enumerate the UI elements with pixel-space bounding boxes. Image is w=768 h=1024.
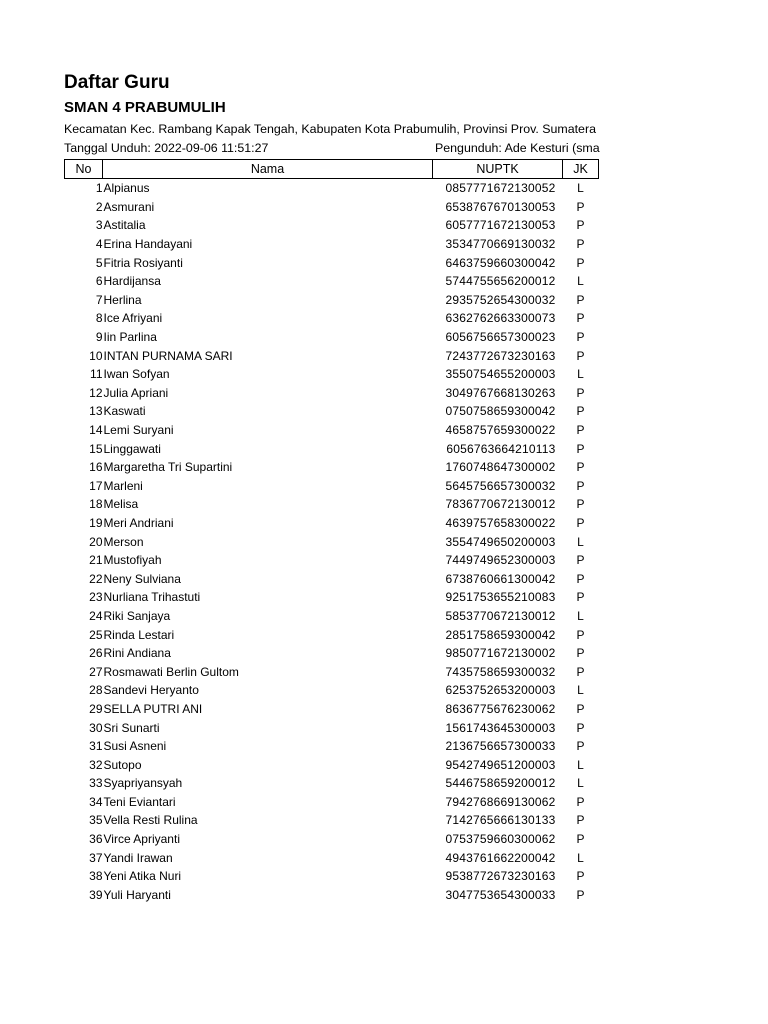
downloader: Pengunduh: Ade Kesturi (sma bbox=[435, 141, 600, 155]
row-number: 10 bbox=[89, 348, 103, 363]
row-number: 29 bbox=[89, 701, 103, 716]
teacher-name: Fitria Rosiyanti bbox=[103, 255, 183, 270]
row-number: 20 bbox=[89, 534, 103, 549]
teacher-gender: L bbox=[577, 608, 584, 623]
teacher-gender: P bbox=[576, 423, 585, 438]
table-row bbox=[65, 384, 599, 403]
teacher-name: Yuli Haryanti bbox=[103, 887, 171, 902]
teacher-name: Asmurani bbox=[103, 199, 155, 214]
teacher-gender: L bbox=[577, 534, 584, 549]
teacher-gender: P bbox=[576, 497, 585, 512]
teacher-name: INTAN PURNAMA SARI bbox=[103, 348, 233, 363]
table-row bbox=[65, 588, 599, 607]
teacher-nuptk: 9542749651200003 bbox=[445, 757, 556, 772]
teacher-gender: P bbox=[576, 385, 585, 400]
table-row bbox=[65, 421, 599, 440]
teacher-name: Ice Afriyani bbox=[103, 311, 163, 326]
teacher-gender: P bbox=[576, 404, 585, 419]
row-number: 9 bbox=[95, 330, 103, 345]
table-row bbox=[65, 198, 599, 217]
teacher-nuptk: 7142765666130133 bbox=[445, 813, 556, 828]
table-row bbox=[65, 607, 599, 626]
teacher-nuptk: 5446758659200012 bbox=[445, 776, 556, 791]
table-row bbox=[65, 402, 599, 421]
teacher-name: Herlina bbox=[103, 292, 142, 307]
teacher-table bbox=[64, 159, 599, 904]
row-number: 11 bbox=[90, 367, 103, 382]
table-row bbox=[65, 774, 599, 793]
table-row bbox=[65, 737, 599, 756]
teacher-name: Mustofiyah bbox=[103, 553, 162, 568]
teacher-name: Meri Andriani bbox=[103, 515, 174, 530]
teacher-gender: P bbox=[576, 739, 585, 754]
row-number: 16 bbox=[89, 460, 103, 475]
row-number: 36 bbox=[89, 832, 103, 847]
teacher-name: Erina Handayani bbox=[103, 237, 193, 252]
teacher-name: Virce Apriyanti bbox=[103, 832, 180, 847]
row-number: 31 bbox=[89, 739, 103, 754]
table-row bbox=[65, 495, 599, 514]
header-nuptk: NUPTK bbox=[433, 160, 563, 179]
teacher-name: Syapriyansyah bbox=[103, 776, 183, 791]
table-row bbox=[65, 625, 599, 644]
teacher-gender: P bbox=[576, 664, 585, 679]
row-number: 13 bbox=[89, 404, 103, 419]
teacher-gender: P bbox=[576, 311, 585, 326]
teacher-gender: L bbox=[577, 776, 584, 791]
teacher-gender: P bbox=[576, 460, 585, 475]
row-number: 7 bbox=[95, 292, 103, 307]
teacher-nuptk: 6463759660300042 bbox=[445, 255, 556, 270]
table-row bbox=[65, 458, 599, 477]
row-number: 2 bbox=[95, 199, 103, 214]
teacher-nuptk: 5853770672130012 bbox=[445, 608, 556, 623]
row-number: 15 bbox=[89, 441, 103, 456]
document-title: Daftar Guru bbox=[64, 72, 170, 93]
teacher-nuptk: 4658757659300022 bbox=[445, 423, 556, 438]
teacher-name: Susi Asneni bbox=[103, 739, 167, 754]
teacher-name: Sandevi Heryanto bbox=[103, 683, 199, 698]
teacher-nuptk: 2136756657300033 bbox=[445, 739, 556, 754]
teacher-name: Margaretha Tri Supartini bbox=[103, 460, 233, 475]
teacher-gender: P bbox=[576, 887, 585, 902]
teacher-nuptk: 0753759660300062 bbox=[445, 832, 556, 847]
table-row bbox=[65, 477, 599, 496]
table-row bbox=[65, 328, 599, 347]
teacher-name: Kaswati bbox=[103, 404, 146, 419]
table-row bbox=[65, 179, 599, 198]
teacher-nuptk: 6538767670130053 bbox=[445, 199, 556, 214]
table-row bbox=[65, 346, 599, 365]
teacher-name: Linggawati bbox=[103, 441, 161, 456]
table-row bbox=[65, 644, 599, 663]
teacher-gender: L bbox=[577, 757, 584, 772]
teacher-name: SELLA PUTRI ANI bbox=[103, 701, 203, 716]
row-number: 24 bbox=[89, 608, 103, 623]
teacher-gender: L bbox=[577, 367, 584, 382]
table-row bbox=[65, 662, 599, 681]
table-row bbox=[65, 272, 599, 291]
teacher-nuptk: 7836770672130012 bbox=[445, 497, 556, 512]
row-number: 38 bbox=[89, 869, 103, 884]
teacher-nuptk: 6057771672130053 bbox=[445, 218, 556, 233]
teacher-gender: P bbox=[576, 199, 585, 214]
row-number: 28 bbox=[89, 683, 103, 698]
row-number: 25 bbox=[89, 627, 103, 642]
row-number: 34 bbox=[89, 794, 103, 809]
table-row bbox=[65, 718, 599, 737]
teacher-gender: P bbox=[576, 255, 585, 270]
row-number: 30 bbox=[89, 720, 103, 735]
row-number: 12 bbox=[89, 385, 103, 400]
row-number: 27 bbox=[89, 664, 103, 679]
table-row bbox=[65, 811, 599, 830]
header-jk: JK bbox=[563, 160, 599, 179]
teacher-nuptk: 0750758659300042 bbox=[445, 404, 556, 419]
school-name: SMAN 4 PRABUMULIH bbox=[64, 99, 226, 116]
table-row bbox=[65, 532, 599, 551]
teacher-name: Rinda Lestari bbox=[103, 627, 175, 642]
teacher-gender: P bbox=[576, 794, 585, 809]
row-number: 23 bbox=[89, 590, 103, 605]
teacher-name: Yeni Atika Nuri bbox=[103, 869, 182, 884]
table-row bbox=[65, 235, 599, 254]
teacher-gender: P bbox=[576, 813, 585, 828]
table-row bbox=[65, 886, 599, 905]
teacher-gender: P bbox=[576, 627, 585, 642]
table-row bbox=[65, 291, 599, 310]
teacher-name: Sri Sunarti bbox=[103, 720, 160, 735]
teacher-gender: P bbox=[576, 720, 585, 735]
teacher-name: Rini Andiana bbox=[103, 646, 171, 661]
teacher-gender: P bbox=[576, 292, 585, 307]
teacher-name: Merson bbox=[103, 534, 144, 549]
teacher-nuptk: 7449749652300003 bbox=[445, 553, 556, 568]
teacher-gender: P bbox=[576, 832, 585, 847]
teacher-gender: P bbox=[576, 330, 585, 345]
teacher-nuptk: 9251753655210083 bbox=[445, 590, 556, 605]
table-row bbox=[65, 216, 599, 235]
teacher-gender: L bbox=[577, 850, 584, 865]
table-row bbox=[65, 830, 599, 849]
teacher-name: Riki Sanjaya bbox=[103, 608, 171, 623]
teacher-gender: P bbox=[576, 515, 585, 530]
row-number: 3 bbox=[95, 218, 103, 233]
teacher-name: Nurliana Trihastuti bbox=[103, 590, 201, 605]
teacher-nuptk: 4943761662200042 bbox=[445, 850, 556, 865]
row-number: 17 bbox=[89, 478, 103, 493]
teacher-name: Sutopo bbox=[103, 757, 142, 772]
row-number: 33 bbox=[89, 776, 103, 791]
teacher-name: Hardijansa bbox=[103, 274, 161, 289]
table-row bbox=[65, 681, 599, 700]
teacher-nuptk: 1760748647300002 bbox=[445, 460, 556, 475]
teacher-nuptk: 3047753654300033 bbox=[445, 887, 556, 902]
row-number: 18 bbox=[89, 497, 103, 512]
row-number: 37 bbox=[89, 850, 103, 865]
teacher-nuptk: 0857771672130052 bbox=[445, 181, 556, 196]
teacher-name: Marleni bbox=[103, 478, 143, 493]
table-row bbox=[65, 439, 599, 458]
row-number: 4 bbox=[95, 237, 103, 252]
teacher-nuptk: 8636775676230062 bbox=[445, 701, 556, 716]
teacher-gender: P bbox=[576, 646, 585, 661]
teacher-gender: P bbox=[576, 441, 585, 456]
teacher-name: Alpianus bbox=[103, 181, 150, 196]
teacher-nuptk: 3554749650200003 bbox=[445, 534, 556, 549]
teacher-nuptk: 1561743645300003 bbox=[445, 720, 556, 735]
teacher-nuptk: 3049767668130263 bbox=[445, 385, 556, 400]
table-row bbox=[65, 867, 599, 886]
teacher-nuptk: 2851758659300042 bbox=[445, 627, 556, 642]
location-line: Kecamatan Kec. Rambang Kapak Tengah, Kabupaten Kota Prabumulih, Provinsi Prov. Sumatera bbox=[64, 122, 596, 136]
header-nama: Nama bbox=[103, 160, 433, 179]
row-number: 8 bbox=[95, 311, 103, 326]
teacher-gender: P bbox=[576, 590, 585, 605]
teacher-gender: L bbox=[577, 683, 584, 698]
table-row bbox=[65, 365, 599, 384]
table-row bbox=[65, 551, 599, 570]
teacher-gender: P bbox=[576, 218, 585, 233]
teacher-gender: P bbox=[576, 701, 585, 716]
table-row bbox=[65, 569, 599, 588]
teacher-nuptk: 9538772673230163 bbox=[445, 869, 556, 884]
download-date: Tanggal Unduh: 2022-09-06 11:51:27 bbox=[64, 141, 269, 155]
teacher-name: Melisa bbox=[103, 497, 139, 512]
teacher-name: Rosmawati Berlin Gultom bbox=[103, 664, 239, 679]
teacher-nuptk: 7243772673230163 bbox=[445, 348, 556, 363]
teacher-nuptk: 2935752654300032 bbox=[445, 292, 556, 307]
teacher-gender: L bbox=[577, 181, 584, 196]
table-row bbox=[65, 700, 599, 719]
teacher-nuptk: 6362762663300073 bbox=[445, 311, 556, 326]
teacher-name: Iin Parlina bbox=[103, 330, 157, 345]
row-number: 6 bbox=[95, 274, 103, 289]
teacher-gender: P bbox=[576, 478, 585, 493]
teacher-name: Neny Sulviana bbox=[103, 571, 181, 586]
teacher-nuptk: 7435758659300032 bbox=[445, 664, 556, 679]
header-no: No bbox=[65, 160, 103, 179]
teacher-nuptk: 6056763664210113 bbox=[446, 441, 556, 456]
table-row bbox=[65, 848, 599, 867]
teacher-name: Vella Resti Rulina bbox=[103, 813, 198, 828]
teacher-name: Astitalia bbox=[103, 218, 146, 233]
teacher-nuptk: 9850771672130002 bbox=[445, 646, 556, 661]
teacher-name: Yandi Irawan bbox=[103, 850, 173, 865]
table-row bbox=[65, 755, 599, 774]
table-row bbox=[65, 793, 599, 812]
teacher-nuptk: 5645756657300032 bbox=[445, 478, 556, 493]
row-number: 26 bbox=[89, 646, 103, 661]
teacher-nuptk: 3534770669130032 bbox=[445, 237, 556, 252]
row-number: 14 bbox=[89, 423, 103, 438]
teacher-nuptk: 3550754655200003 bbox=[445, 367, 556, 382]
table-row bbox=[65, 514, 599, 533]
teacher-nuptk: 5744755656200012 bbox=[445, 274, 556, 289]
table-row bbox=[65, 253, 599, 272]
teacher-gender: P bbox=[576, 237, 585, 252]
teacher-gender: P bbox=[576, 869, 585, 884]
row-number: 35 bbox=[89, 813, 103, 828]
row-number: 22 bbox=[89, 571, 103, 586]
teacher-gender: P bbox=[576, 553, 585, 568]
table-row bbox=[65, 309, 599, 328]
teacher-gender: P bbox=[576, 571, 585, 586]
row-number: 39 bbox=[89, 887, 103, 902]
teacher-gender: L bbox=[577, 274, 584, 289]
teacher-nuptk: 6738760661300042 bbox=[445, 571, 556, 586]
row-number: 1 bbox=[95, 181, 103, 196]
teacher-name: Julia Apriani bbox=[103, 385, 169, 400]
row-number: 19 bbox=[89, 515, 103, 530]
row-number: 5 bbox=[95, 255, 103, 270]
teacher-nuptk: 6056756657300023 bbox=[445, 330, 556, 345]
table-header-row bbox=[65, 160, 599, 179]
teacher-gender: P bbox=[576, 348, 585, 363]
teacher-nuptk: 4639757658300022 bbox=[445, 515, 556, 530]
teacher-nuptk: 6253752653200003 bbox=[445, 683, 556, 698]
row-number: 21 bbox=[89, 553, 103, 568]
teacher-name: Teni Eviantari bbox=[103, 794, 176, 809]
teacher-name: Iwan Sofyan bbox=[103, 367, 170, 382]
teacher-name: Lemi Suryani bbox=[103, 423, 174, 438]
teacher-nuptk: 7942768669130062 bbox=[445, 794, 556, 809]
row-number: 32 bbox=[89, 757, 103, 772]
